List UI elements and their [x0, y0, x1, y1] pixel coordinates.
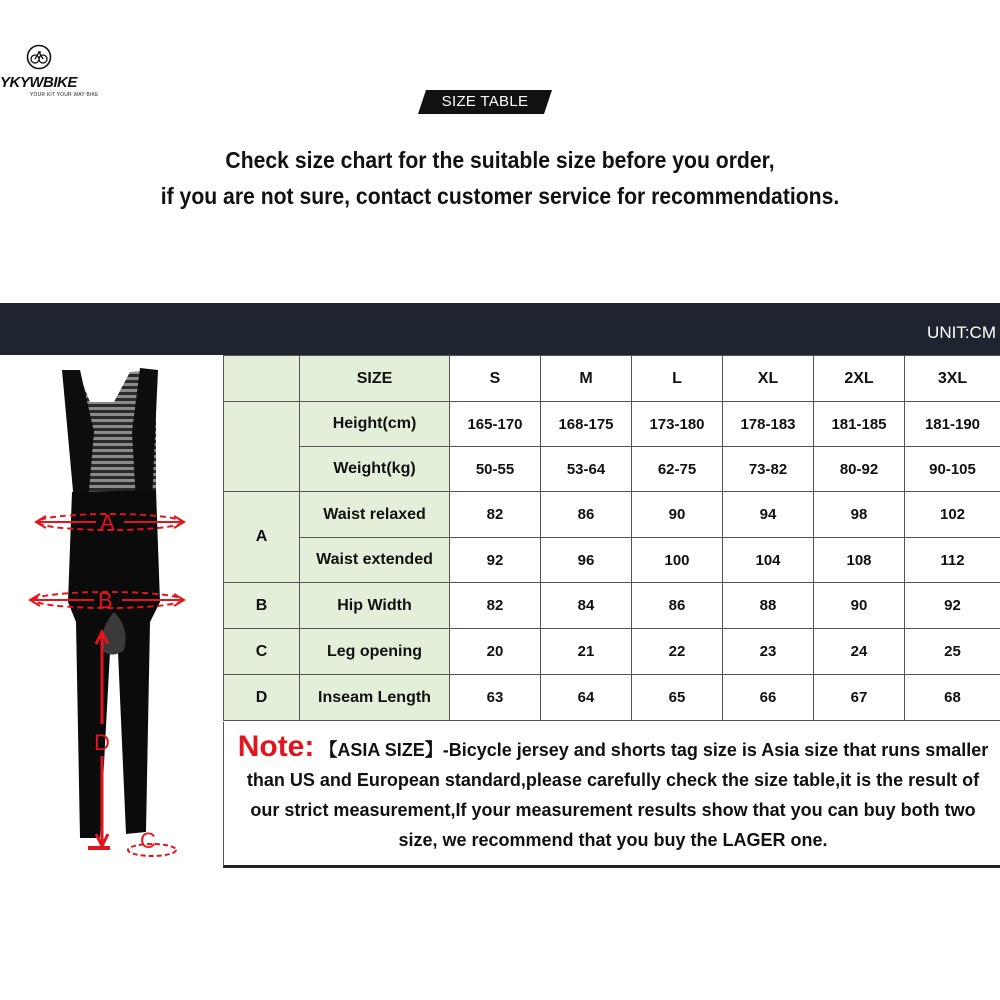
value-cell: 68 [905, 675, 1000, 721]
header-cell: L [632, 356, 723, 402]
row-label: Waist extended [300, 538, 450, 583]
table-row [224, 629, 1000, 675]
label-d: D [94, 730, 110, 755]
value-cell: 86 [541, 492, 632, 538]
header-cell: 2XL [814, 356, 905, 402]
group-cell: B [224, 583, 300, 629]
value-cell: 23 [723, 629, 814, 675]
value-cell: 53-64 [541, 447, 632, 492]
badge-label: SIZE TABLE [441, 93, 529, 110]
row-label: Height(cm) [300, 402, 450, 447]
value-cell: 173-180 [632, 402, 723, 447]
bib-tights-diagram [18, 362, 218, 862]
note-box [223, 722, 1000, 868]
group-cell: A [224, 492, 300, 583]
table-row [224, 402, 1000, 447]
label-a: A [100, 510, 115, 535]
value-cell: 73-82 [723, 447, 814, 492]
bike-logo-icon [26, 44, 52, 70]
size-table-badge [418, 90, 552, 114]
header-cell: 3XL [905, 356, 1000, 402]
row-label: Hip Width [300, 583, 450, 629]
value-cell: 178-183 [723, 402, 814, 447]
value-cell: 66 [723, 675, 814, 721]
row-label: Leg opening [300, 629, 450, 675]
tights-body [68, 490, 160, 838]
unit-bar [0, 303, 1000, 355]
value-cell: 112 [905, 538, 1000, 583]
size-table [223, 355, 1000, 721]
value-cell: 104 [723, 538, 814, 583]
table-row [224, 447, 1000, 492]
value-cell: 90-105 [905, 447, 1000, 492]
table-row [224, 583, 1000, 629]
label-b: B [98, 588, 113, 613]
headline [40, 142, 960, 214]
headline-line-2: if you are not sure, contact customer service for recommendations. [160, 183, 840, 209]
value-cell: 86 [632, 583, 723, 629]
value-cell: 80-92 [814, 447, 905, 492]
group-cell: C [224, 629, 300, 675]
value-cell: 181-190 [905, 402, 1000, 447]
value-cell: 62-75 [632, 447, 723, 492]
value-cell: 82 [450, 492, 541, 538]
value-cell: 98 [814, 492, 905, 538]
headline-line-1: Check size chart for the suitable size before you order, [225, 147, 775, 173]
brand-tagline: YOUR KIT YOUR WAY BIKE [30, 92, 99, 98]
header-cell: XL [723, 356, 814, 402]
value-cell: 63 [450, 675, 541, 721]
brand-logo [0, 44, 110, 104]
value-cell: 84 [541, 583, 632, 629]
unit-label: UNIT:CM [927, 323, 996, 342]
value-cell: 22 [632, 629, 723, 675]
note-paragraph [224, 722, 1000, 855]
value-cell: 64 [541, 675, 632, 721]
table-corner-cell [224, 356, 300, 402]
value-cell: 165-170 [450, 402, 541, 447]
brand-name: YKYWBIKE [0, 74, 77, 91]
row-label: Waist relaxed [300, 492, 450, 538]
row-label: Inseam Length [300, 675, 450, 721]
bib-straps [62, 368, 158, 502]
value-cell: 25 [905, 629, 1000, 675]
value-cell: 50-55 [450, 447, 541, 492]
value-cell: 90 [632, 492, 723, 538]
value-cell: 82 [450, 583, 541, 629]
table-row [224, 675, 1000, 721]
value-cell: 21 [541, 629, 632, 675]
value-cell: 92 [905, 583, 1000, 629]
table-header-row [224, 356, 1000, 402]
value-cell: 20 [450, 629, 541, 675]
note-text: 【ASIA SIZE】-Bicycle jersey and shorts tag size is Asia size that runs smaller than US and European standard,please carefully check the size table,it is the result of our strict measurement,If your measurement results show that you can buy both two size, we recommend that you buy the LAGER one. [246, 740, 989, 850]
value-cell: 65 [632, 675, 723, 721]
group-cell: D [224, 675, 300, 721]
value-cell: 108 [814, 538, 905, 583]
row-label: Weight(kg) [300, 447, 450, 492]
value-cell: 96 [541, 538, 632, 583]
group-cell [224, 402, 300, 492]
value-cell: 92 [450, 538, 541, 583]
header-cell: M [541, 356, 632, 402]
value-cell: 90 [814, 583, 905, 629]
value-cell: 94 [723, 492, 814, 538]
value-cell: 88 [723, 583, 814, 629]
note-label: Note: [237, 730, 315, 763]
value-cell: 168-175 [541, 402, 632, 447]
table-row [224, 492, 1000, 538]
header-cell: S [450, 356, 541, 402]
value-cell: 100 [632, 538, 723, 583]
table-row [224, 538, 1000, 583]
value-cell: 181-185 [814, 402, 905, 447]
value-cell: 67 [814, 675, 905, 721]
value-cell: 24 [814, 629, 905, 675]
header-cell: SIZE [300, 356, 450, 402]
label-c: C [140, 828, 156, 853]
value-cell: 102 [905, 492, 1000, 538]
